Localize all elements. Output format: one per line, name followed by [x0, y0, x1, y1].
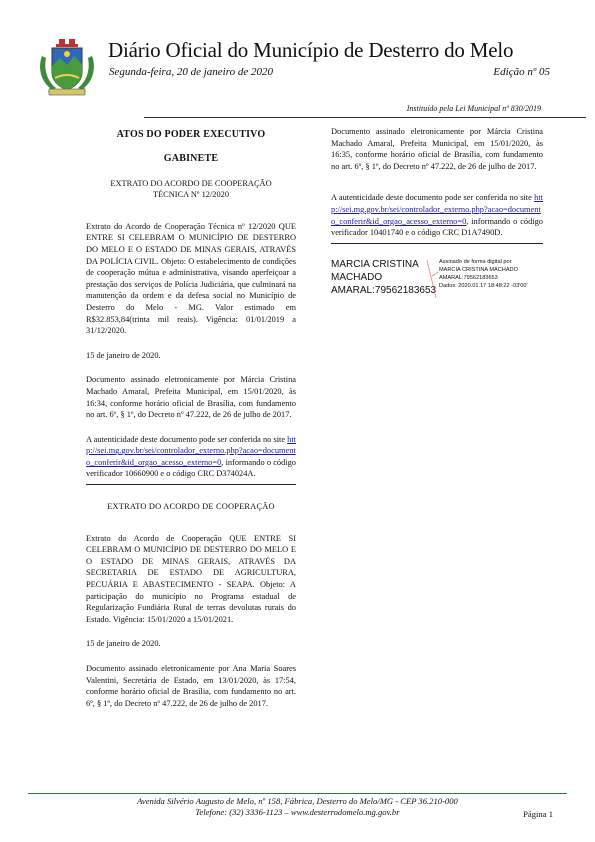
right-column — [331, 126, 543, 302]
extract1-body: Extrato do Acordo de Cooperação Técnica nº 12/2020 QUE ENTRE SI CELEBRAM O MUNICÍPIO DE DESTERRO DO MELO E O ESTADO DE MINAS GERAIS, ATRAVÉS DA POLÍCIA CIVIL. Objeto: O estabelecimento de condições de cooperação mútua e administrativa, visando aperfeiçoar a prestação dos serviços de Polícia Judiciária, que culminará na manutenção da ordem e da defesa social no Município de Desterro do Melo - MG. Valor estimado em R$32.853,84(trinta mil reais). Vigência: 01/01/2019 a 31/12/2020. — [86, 221, 296, 336]
subsection-title: GABINETE — [163, 152, 219, 164]
footer-address: Avenida Silvério Augusto de Melo, nº 158, Fábrica, Desterro do Melo/MG - CEP 36.210-000 — [137, 796, 458, 806]
masthead — [36, 36, 550, 98]
signer-name-line2: MACHADO — [331, 271, 383, 283]
right-signature-text: Documento assinado eletronicamente por Márcia Cristina Machado Amaral, Prefeita Municipal, em 15/01/2020, às 16:35, conforme horário oficial de Brasília, com fundamento no art. 6º, § 1º, do Decreto nº 47.222, de 26 de julho de 2017. — [331, 127, 543, 171]
extract2-date: 15 de janeiro de 2020. — [86, 639, 161, 649]
section-divider — [86, 484, 296, 485]
signer-name — [331, 258, 435, 297]
institution-note: Instituído pela Lei Municipal nº 830/2019 — [406, 104, 541, 113]
extract1-title-line1: EXTRATO DO ACORDO DE COOPERAÇÃO — [110, 178, 272, 188]
extract1-title-line2: TÉCNICA Nº 12/2020 — [152, 190, 230, 200]
publication-date: Segunda-feira, 20 de janeiro de 2020 — [109, 66, 273, 78]
signature-info-line4: Dados: 2020.01.17 18:48:22 -03'00' — [439, 283, 528, 290]
digital-signature-block — [331, 258, 543, 302]
signer-name-line3: AMARAL:79562183653 — [331, 284, 437, 296]
signature-mark-icon — [424, 254, 440, 304]
extract2-body: Extrato do Acordo de Cooperação QUE ENTRE SI CELEBRAM O MUNICÍPIO DE DESTERRO DO MELO E O ESTADO DE MINAS GERAIS, ATRAVÉS DA SECRETARIA DE ESTADO DE AGRICULTURA, PECUÁRIA E ABASTECIMENTO - SEAPA. Objeto: A participação do município no Programa estadual de Regularização Fundiária Rural de terras devolutas rurais do Estado. Vigência: 15/01/2020 a 15/01/2021. — [86, 533, 296, 624]
header-divider — [144, 117, 586, 118]
right-auth-code: , informando o código verificador 10401740 e o código CRC D1A7490D. — [331, 216, 543, 238]
signature-info-line1: Assinado de forma digital por — [439, 258, 512, 265]
left-column — [86, 126, 296, 709]
signature-info-line3: AMARAL:79562183653 — [439, 274, 498, 281]
extract2-signature-text: Documento assinado eletronicamente por Ana Maria Soares Valentini, Secretária de Estado, em 13/01/2020, às 17:54, conforme horário oficial de Brasília, com fundamento no art. 6º, § 1º, do Decreto nº 47.222, de 26 de julho de 2017. — [86, 664, 296, 708]
extract1-auth-code: , informando o código verificador 10660900 e o código CRC D374024A. — [86, 457, 296, 479]
extract1-authenticity — [86, 434, 296, 480]
extract1-date: 15 de janeiro de 2020. — [86, 350, 161, 360]
extract1-auth-intro: A autenticidade deste documento pode ser conferida no site — [86, 434, 286, 444]
extract2-title: EXTRATO DO ACORDO DE COOPERAÇÃO — [107, 502, 275, 512]
edition-number: Edição nº 05 — [493, 66, 550, 78]
extract1-auth-link[interactable]: http://sei.mg.gov.br/sei/controlador_externo.php?acao=documento_conferir&id_orgao_acesso_externo=0 — [86, 434, 297, 467]
right-auth-link[interactable]: http://sei.mg.gov.br/sei/controlador_externo.php?acao=documento_conferir&id_orgao_acesso_externo=0 — [331, 193, 544, 226]
extract1-signature-text: Documento assinado eletronicamente por Márcia Cristina Machado Amaral, Prefeita Municipal, em 15/01/2020, às 16:34, conforme horário oficial de Brasília, com fundamento no art. 6º, § 1º, do Decreto nº 47.222, de 26 de julho de 2017. — [86, 375, 296, 420]
right-divider — [331, 243, 543, 244]
right-auth-intro: A autenticidade deste documento pode ser conferida no site — [331, 193, 532, 203]
signer-name-line1: MARCIA CRISTINA — [331, 258, 419, 270]
footer-contact: Telefone: (32) 3336-1123 – www.desterrodomelo.mg.gov.br — [195, 807, 400, 818]
signature-info-line2: MARCIA CRISTINA MACHADO — [439, 266, 518, 273]
footer-divider — [28, 793, 567, 794]
right-authenticity — [331, 192, 543, 238]
newspaper-title: Diário Oficial do Município de Desterro do Melo — [108, 38, 514, 62]
municipal-coat-of-arms-icon — [36, 36, 98, 98]
section-title: ATOS DO PODER EXECUTIVO — [116, 129, 266, 140]
extract1-title — [86, 178, 296, 201]
footer — [28, 796, 567, 818]
signature-details — [439, 258, 549, 290]
page-number: Página 1 — [523, 809, 553, 819]
